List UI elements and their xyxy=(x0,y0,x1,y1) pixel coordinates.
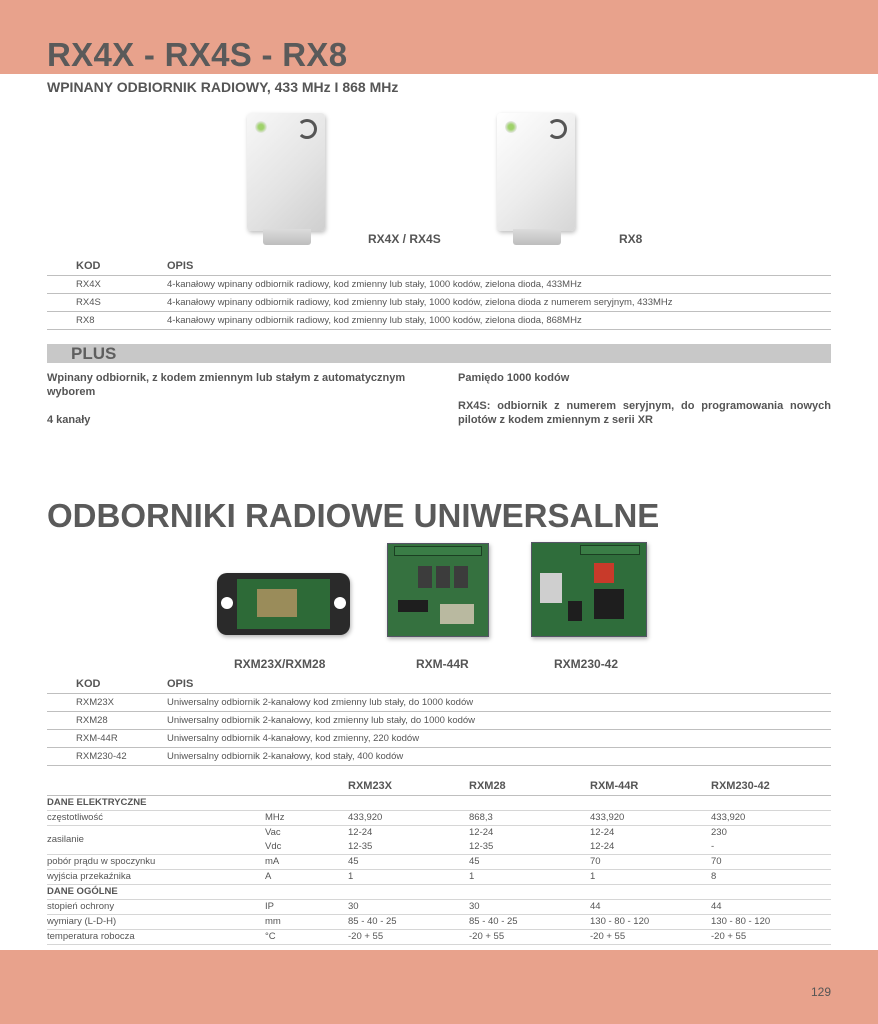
cell-description: 4-kanałowy wpinany odbiornik radiowy, kod zmienny lub stały, 1000 kodów, zielona dioda, 433MHz xyxy=(167,275,831,293)
label-rxm23x-rxm28: RXM23X/RXM28 xyxy=(234,657,326,671)
spec-value: 8 xyxy=(711,869,831,884)
radio-module xyxy=(440,604,474,624)
spec-value: 130 - 80 - 120 xyxy=(711,914,831,929)
spec-label: częstotliwość xyxy=(47,810,265,825)
spec-row xyxy=(47,869,831,884)
spec-label: stopień ochrony xyxy=(47,899,265,914)
spec-unit: Vdc xyxy=(265,840,348,855)
terminal-block xyxy=(580,545,640,555)
cell-code: RXM-44R xyxy=(47,729,167,747)
mount-hole xyxy=(221,597,233,609)
cell-description: 4-kanałowy wpinany odbiornik radiowy, kod zmienny lub stały, 1000 kodów, zielona dioda z numerem seryjnym, 433MHz xyxy=(167,293,831,311)
rxm23x-product-image xyxy=(217,573,350,635)
spec-section-label: DANE ELEKTRYCZNE xyxy=(47,795,831,810)
connector-tab xyxy=(263,229,311,245)
spec-row xyxy=(47,929,831,944)
feature-text: Pamiędo 1000 kodów xyxy=(458,372,570,384)
label-rxm44r: RXM-44R xyxy=(416,657,469,671)
spec-header-row xyxy=(47,777,831,795)
table-row xyxy=(47,293,831,311)
ic-chip xyxy=(568,601,582,621)
spec-unit: IP xyxy=(265,899,348,914)
spec-value: 433,920 xyxy=(348,810,469,825)
spec-value: 44 xyxy=(590,899,711,914)
spec-label: zasilanie xyxy=(47,825,265,854)
spec-col-header: RXM23X xyxy=(348,777,469,795)
spec-value: -20 + 55 xyxy=(590,929,711,944)
spec-section-row xyxy=(47,884,831,899)
spec-value: 1 xyxy=(590,869,711,884)
spec-value: 44 xyxy=(711,899,831,914)
antenna-loop-icon xyxy=(297,119,317,139)
feature-text: Wpinany odbiornik, z kodem zmiennym lub stałym z automatycznym wyborem xyxy=(47,372,406,398)
col-header-opis: OPIS xyxy=(167,677,194,690)
col-header-kod: KOD xyxy=(76,677,101,690)
spec-value: 12-35 xyxy=(469,840,590,855)
spec-value: 30 xyxy=(469,899,590,914)
rxm230-42-product-image xyxy=(531,542,647,637)
table-row xyxy=(47,729,831,747)
cell-code: RX4X xyxy=(47,275,167,293)
cell-description: Uniwersalny odbiornik 2-kanałowy kod zmienny lub stały, do 1000 kodów xyxy=(167,693,831,711)
spec-value: 230 xyxy=(711,826,727,838)
cell-code: RX4S xyxy=(47,293,167,311)
spec-row xyxy=(47,854,831,869)
cell-description: Uniwersalny odbiornik 2-kanałowy, kod zmienny lub stały, do 1000 kodów xyxy=(167,711,831,729)
spec-value: 130 - 80 - 120 xyxy=(590,914,711,929)
spec-value: 85 - 40 - 25 xyxy=(348,914,469,929)
feature-text: RX4S: odbiornik z numerem seryjnym, do programowania nowych pilotów z kodem zmiennym z serii XR xyxy=(458,400,831,426)
spec-value: 70 xyxy=(590,854,711,869)
cell-code: RX8 xyxy=(47,311,167,329)
radio-module xyxy=(257,589,297,617)
spec-label: temperatura robocza xyxy=(47,929,265,944)
spec-value: - xyxy=(711,840,831,855)
cell-description: Uniwersalny odbiornik 4-kanałowy, kod zmienny, 220 kodów xyxy=(167,729,831,747)
spec-section-label: DANE OGÓLNE xyxy=(47,884,831,899)
terminal-block xyxy=(394,546,482,556)
spec-section-row xyxy=(47,795,831,810)
footer-band xyxy=(0,950,878,1024)
page-title: RX4X - RX4S - RX8 xyxy=(47,36,348,73)
spec-row xyxy=(47,810,831,825)
spec-value: -20 + 55 xyxy=(711,929,831,944)
spec-label: wyjścia przekaźnika xyxy=(47,869,265,884)
spec-col-header: RXM28 xyxy=(469,777,590,795)
radio-module xyxy=(540,573,562,603)
table-header-row xyxy=(47,675,831,693)
mount-hole xyxy=(334,597,346,609)
spec-col-header: RXM230-42 xyxy=(711,777,831,795)
spec-value: 433,920 xyxy=(590,810,711,825)
spec-value: 12-35 xyxy=(348,840,469,855)
spec-value: 30 xyxy=(348,899,469,914)
label-rxm230-42: RXM230-42 xyxy=(554,657,619,671)
cell-code: RXM28 xyxy=(47,711,167,729)
spec-value: 45 xyxy=(469,854,590,869)
relay xyxy=(436,566,450,588)
spec-value: 12-24 xyxy=(590,840,711,855)
relay xyxy=(454,566,468,588)
spec-unit: Vac xyxy=(265,826,281,838)
spec-value: 433,920 xyxy=(711,810,831,825)
plus-label: PLUS xyxy=(71,344,117,363)
spec-row xyxy=(47,825,831,840)
spec-value: -20 + 55 xyxy=(348,929,469,944)
led-icon xyxy=(505,121,517,133)
spec-value: -20 + 55 xyxy=(469,929,590,944)
ic-chip xyxy=(398,600,428,612)
spec-unit: mm xyxy=(265,914,348,929)
table-row xyxy=(47,747,831,765)
spec-label: wymiary (L-D-H) xyxy=(47,914,265,929)
cell-description: 4-kanałowy wpinany odbiornik radiowy, kod zmienny lub stały, 1000 kodów, zielona dioda, 868MHz xyxy=(167,311,831,329)
label-rx8: RX8 xyxy=(619,232,643,246)
transformer xyxy=(594,589,624,619)
cell-code: RXM230-42 xyxy=(47,747,167,765)
connector-tab xyxy=(513,229,561,245)
led-icon xyxy=(255,121,267,133)
table-row xyxy=(47,693,831,711)
spec-value: 1 xyxy=(469,869,590,884)
spec-value: 12-24 xyxy=(590,826,615,838)
page-number: 129 xyxy=(810,985,831,999)
col-header-opis: OPIS xyxy=(167,259,194,272)
spec-value: 45 xyxy=(348,854,469,869)
spec-label: pobór prądu w spoczynku xyxy=(47,854,265,869)
col-header-kod: KOD xyxy=(76,259,101,272)
spec-value: 85 - 40 - 25 xyxy=(469,914,590,929)
spec-value: 12-24 xyxy=(348,826,373,838)
spec-value: 12-24 xyxy=(469,826,494,838)
relay xyxy=(594,563,614,583)
section-title: ODBORNIKI RADIOWE UNIWERSALNE xyxy=(47,497,660,534)
spec-row xyxy=(47,899,831,914)
feature-text: 4 kanały xyxy=(47,414,91,426)
spec-unit: A xyxy=(265,869,348,884)
spec-value: 70 xyxy=(711,854,831,869)
page-subtitle: WPINANY ODBIORNIK RADIOWY, 433 MHz I 868 MHz xyxy=(47,79,399,95)
spec-unit: MHz xyxy=(265,810,348,825)
cell-code: RXM23X xyxy=(47,693,167,711)
spec-value: 868,3 xyxy=(469,810,590,825)
spec-row xyxy=(47,914,831,929)
rx8-product-image xyxy=(497,113,575,231)
spec-table xyxy=(47,777,831,945)
antenna-loop-icon xyxy=(547,119,567,139)
table-row xyxy=(47,711,831,729)
plus-section-bar xyxy=(47,344,831,363)
spec-col-header: RXM-44R xyxy=(590,777,711,795)
rxm44r-product-image xyxy=(387,543,489,637)
rx4x-product-image xyxy=(247,113,325,231)
relay xyxy=(418,566,432,588)
table-row xyxy=(47,275,831,293)
spec-unit: mA xyxy=(265,854,348,869)
rxm-code-table xyxy=(47,675,831,766)
rx-code-table xyxy=(47,257,831,330)
cell-description: Uniwersalny odbiornik 2-kanałowy, kod stały, 400 kodów xyxy=(167,747,831,765)
spec-unit: °C xyxy=(265,929,348,944)
spec-value: 1 xyxy=(348,869,469,884)
table-header-row xyxy=(47,257,831,275)
label-rx4x-rx4s: RX4X / RX4S xyxy=(368,232,441,246)
table-row xyxy=(47,311,831,329)
